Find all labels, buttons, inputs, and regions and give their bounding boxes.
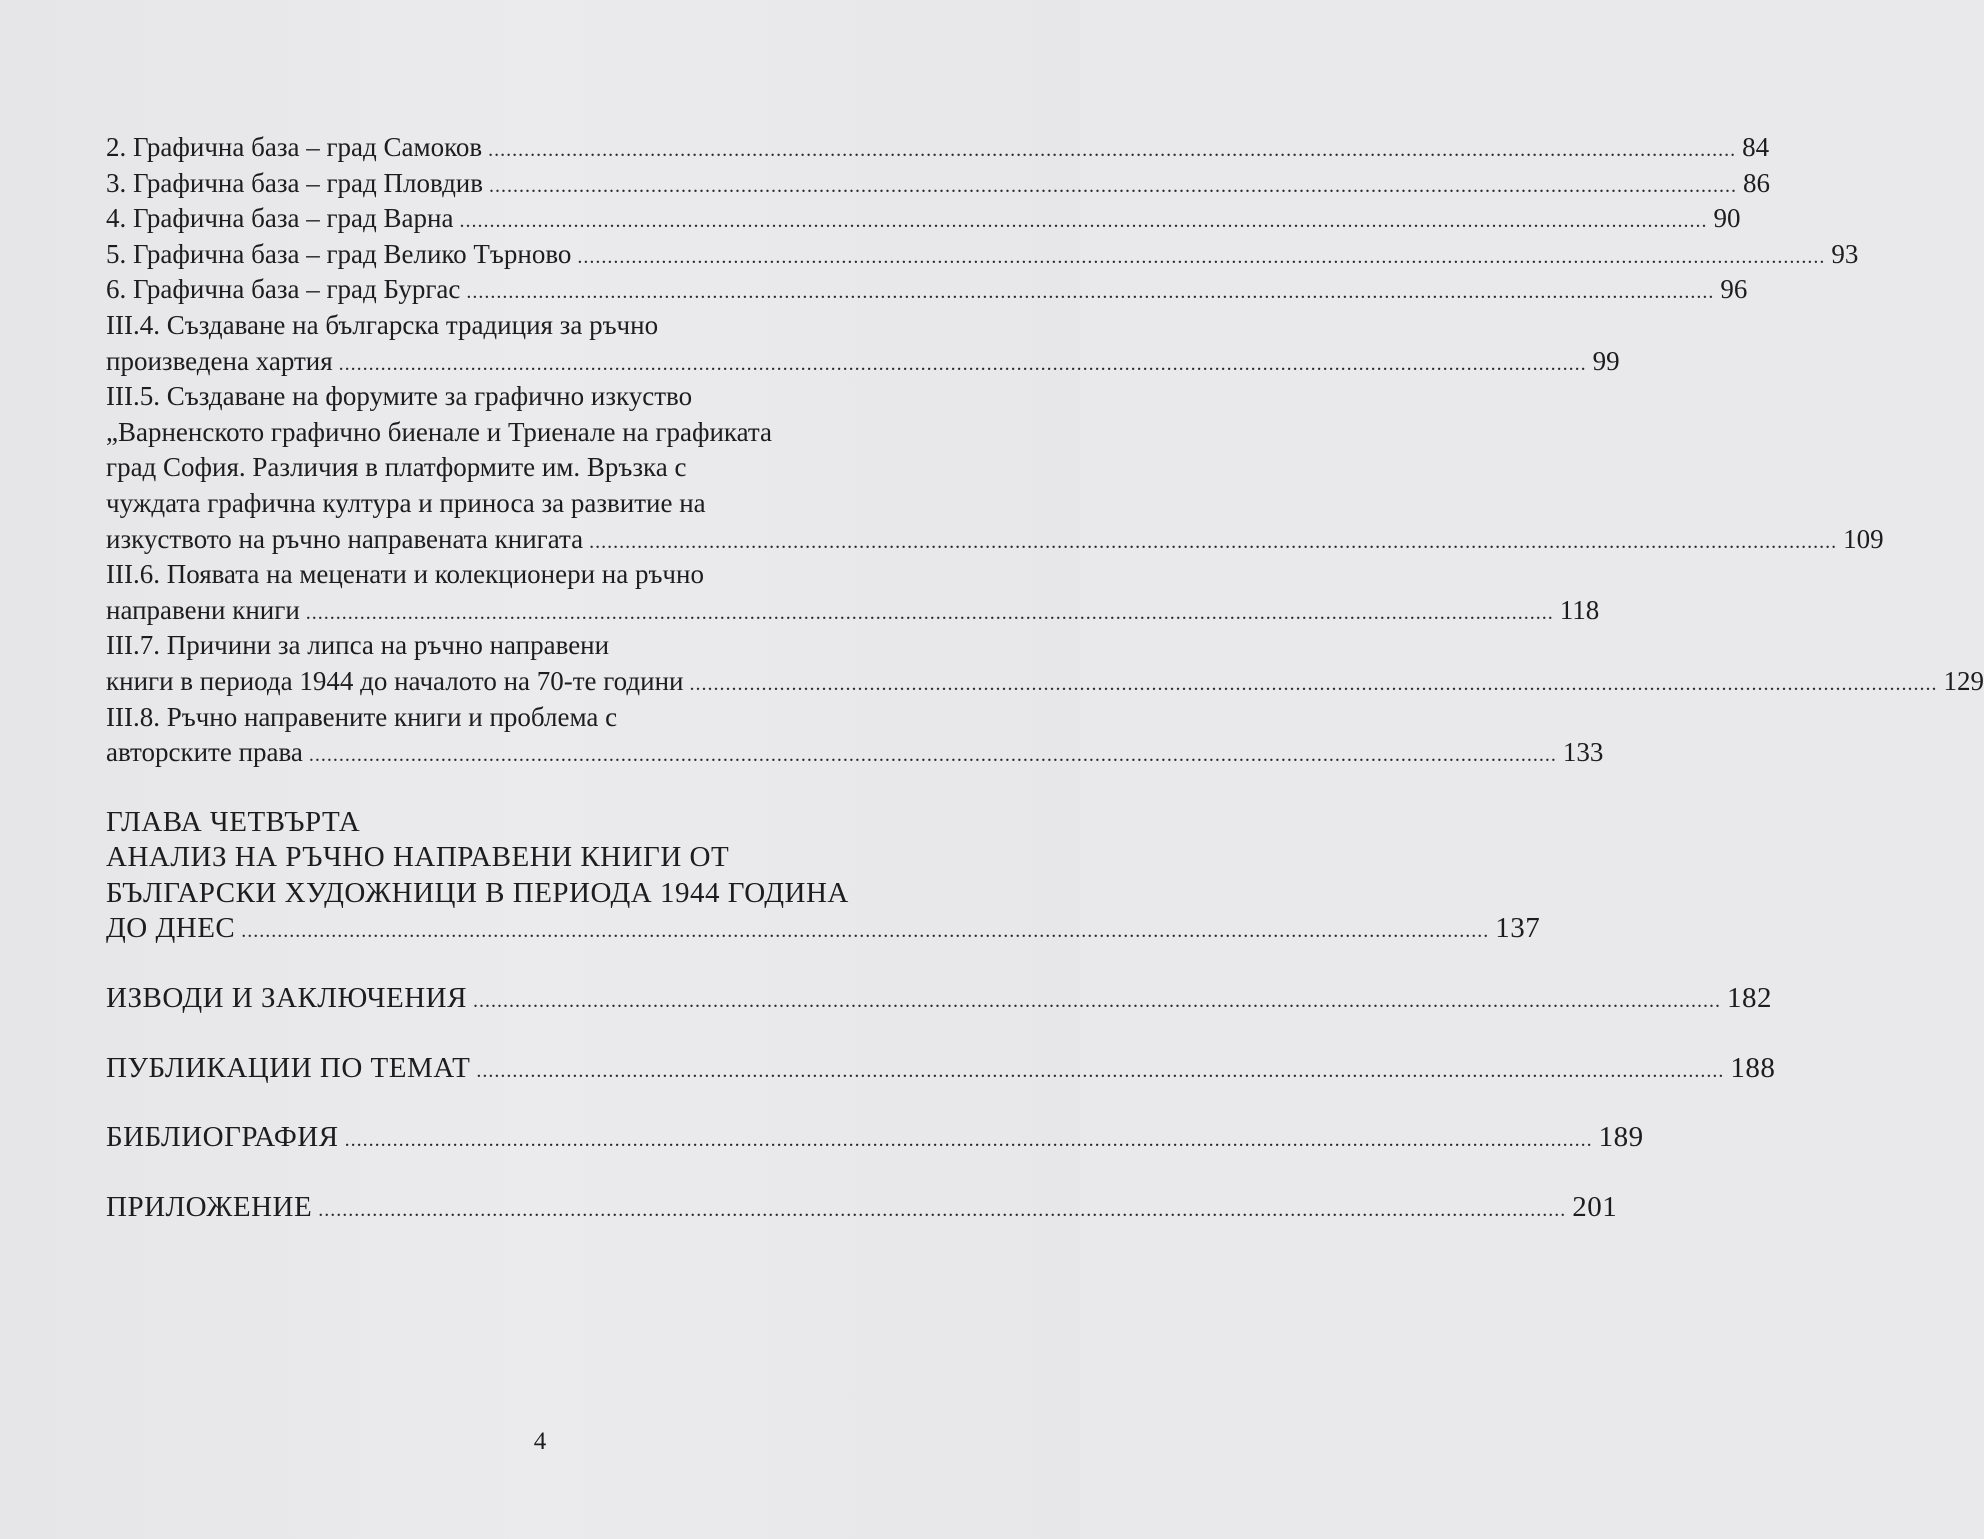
toc-line — [106, 379, 952, 415]
toc-entry-title: ДО ДНЕС — [106, 912, 236, 945]
toc-page-number: 86 — [1743, 167, 1770, 198]
toc-line — [106, 805, 952, 841]
toc-entry — [106, 628, 1984, 699]
toc-chapter — [106, 805, 1541, 947]
toc-line — [106, 201, 1741, 237]
toc-entry — [106, 700, 1604, 771]
toc-page-number: 84 — [1742, 132, 1770, 162]
toc-line — [106, 1190, 1618, 1226]
toc-entry-title: БЪЛГАРСКИ ХУДОЖНИЦИ В ПЕРИОДА 1944 ГОДИНА — [106, 876, 849, 909]
toc-line — [106, 1051, 1776, 1087]
toc-chapter — [106, 1190, 1618, 1226]
toc-entry-title: направени книги — [106, 594, 300, 625]
toc-entry-title: ГЛАВА ЧЕТВЪРТА — [106, 805, 361, 838]
section-gap — [106, 1156, 952, 1190]
section-gap — [106, 771, 952, 805]
toc-entry-title: „Варненското графично биенале и Триенале на графиката — [106, 416, 773, 447]
toc-chapter — [106, 1120, 1644, 1156]
toc-entry-title: 6. Графична база – град Бургас — [106, 274, 461, 305]
toc-page-number: 93 — [1831, 238, 1859, 269]
toc-line — [106, 130, 1770, 166]
toc-entry-title: 4. Графична база – град Варна — [106, 203, 454, 234]
toc-entry-title: III.6. Появата на меценати и колекционери на ръчно — [106, 559, 704, 590]
toc-leader-dots: ................................................................................................................................................................................................................ — [338, 352, 1587, 375]
toc-entry-title: чуждата графична култура и приноса за развитие на — [106, 487, 706, 518]
toc-entry-title: БИБЛИОГРАФИЯ — [106, 1121, 339, 1154]
toc-entry — [106, 308, 1620, 379]
toc-leader-dots: ................................................................................................................................................................................................................ — [472, 990, 1721, 1013]
toc-page-number: 189 — [1598, 1121, 1644, 1154]
toc-line — [106, 557, 952, 593]
toc-line — [106, 735, 1604, 771]
toc-page-number: 96 — [1720, 274, 1748, 305]
toc-leader-dots: ................................................................................................................................................................................................................ — [308, 744, 1557, 767]
toc-chapter — [106, 1051, 1776, 1087]
toc-line — [106, 522, 1884, 558]
toc-line — [106, 876, 952, 912]
toc-page-number: 118 — [1559, 594, 1600, 625]
toc-line — [106, 308, 952, 344]
toc-line — [106, 344, 1620, 380]
toc-line — [106, 593, 1600, 629]
section-gap — [106, 1086, 952, 1120]
toc-entry-title: ИЗВОДИ И ЗАКЛЮЧЕНИЯ — [106, 982, 467, 1015]
toc-entry — [106, 201, 1741, 237]
toc-line — [106, 700, 952, 736]
section-gap — [106, 1017, 952, 1051]
toc-entry-title: град София. Различия в платформите им. Връзка с — [106, 452, 687, 483]
toc-entry-title: 5. Графична база – град Велико Търново — [106, 238, 572, 269]
toc-line — [106, 664, 1984, 700]
toc-page-number: 182 — [1726, 982, 1772, 1015]
toc-line — [106, 237, 1859, 273]
toc-page-number: 133 — [1562, 737, 1604, 768]
toc-page-number: 129 — [1943, 665, 1984, 696]
toc-line — [106, 981, 1772, 1017]
toc-entry — [106, 379, 1884, 557]
toc-entry-title: III.8. Ръчно направените книги и проблема с — [106, 701, 618, 732]
toc-page-number: 99 — [1592, 345, 1620, 376]
toc-line — [106, 486, 952, 522]
toc-leader-dots: ................................................................................................................................................................................................................ — [318, 1198, 1567, 1221]
toc-leader-dots: ................................................................................................................................................................................................................ — [577, 245, 1826, 268]
toc-leader-dots: ................................................................................................................................................................................................................ — [466, 281, 1715, 304]
toc-entry-title: 2. Графична база – град Самоков — [106, 132, 483, 162]
toc-page-number: 137 — [1495, 912, 1541, 945]
toc-line — [106, 450, 952, 486]
toc-page-number: 201 — [1572, 1190, 1618, 1223]
toc-line — [106, 1120, 1644, 1156]
table-of-contents — [106, 130, 1984, 1225]
toc-leader-dots: ................................................................................................................................................................................................................ — [344, 1129, 1593, 1152]
section-gap — [106, 947, 952, 981]
toc-entry-title: ПРИЛОЖЕНИЕ — [106, 1190, 313, 1223]
toc-entry — [106, 557, 1600, 628]
toc-entry — [106, 130, 1770, 166]
toc-line — [106, 840, 952, 876]
toc-chapter — [106, 981, 1772, 1017]
toc-leader-dots: ................................................................................................................................................................................................................ — [459, 210, 1708, 233]
toc-entry-title: изкуството на ръчно направената книгата — [106, 523, 584, 554]
toc-leader-dots: ................................................................................................................................................................................................................ — [488, 139, 1737, 161]
toc-leader-dots: ................................................................................................................................................................................................................ — [689, 672, 1938, 695]
toc-line — [106, 166, 1770, 202]
toc-page-number: 188 — [1730, 1051, 1776, 1084]
toc-entry-title: III.4. Създаване на българска традиция за ръчно — [106, 309, 659, 340]
toc-page-number: 90 — [1713, 203, 1741, 234]
toc-line — [106, 628, 952, 664]
toc-entry-title: III.7. Причини за липса на ръчно направени — [106, 630, 610, 661]
toc-leader-dots: ................................................................................................................................................................................................................ — [476, 1059, 1725, 1082]
toc-line — [106, 272, 1748, 308]
toc-entry-title: произведена хартия — [106, 345, 333, 376]
toc-leader-dots: ................................................................................................................................................................................................................ — [489, 174, 1737, 197]
toc-entry-title: авторските права — [106, 737, 303, 768]
toc-leader-dots: ................................................................................................................................................................................................................ — [305, 601, 1554, 624]
toc-entry — [106, 237, 1859, 273]
toc-entry-title: книги в периода 1944 до началото на 70-те години — [106, 665, 684, 696]
toc-line — [106, 911, 1541, 947]
page-number: 4 — [533, 1428, 547, 1455]
toc-leader-dots: ................................................................................................................................................................................................................ — [241, 920, 1490, 943]
toc-line — [106, 415, 952, 451]
toc-entry-title: III.5. Създаване на форумите за графично изкуство — [106, 381, 693, 412]
toc-entry — [106, 272, 1748, 308]
toc-page-number: 109 — [1843, 523, 1884, 554]
toc-leader-dots: ................................................................................................................................................................................................................ — [589, 530, 1838, 553]
toc-entry-title: ПУБЛИКАЦИИ ПО ТЕМАТ — [106, 1051, 471, 1084]
toc-entry-title: 3. Графична база – град Пловдив — [106, 167, 483, 198]
toc-entry — [106, 166, 1770, 202]
toc-entry-title: АНАЛИЗ НА РЪЧНО НАПРАВЕНИ КНИГИ ОТ — [106, 841, 730, 874]
